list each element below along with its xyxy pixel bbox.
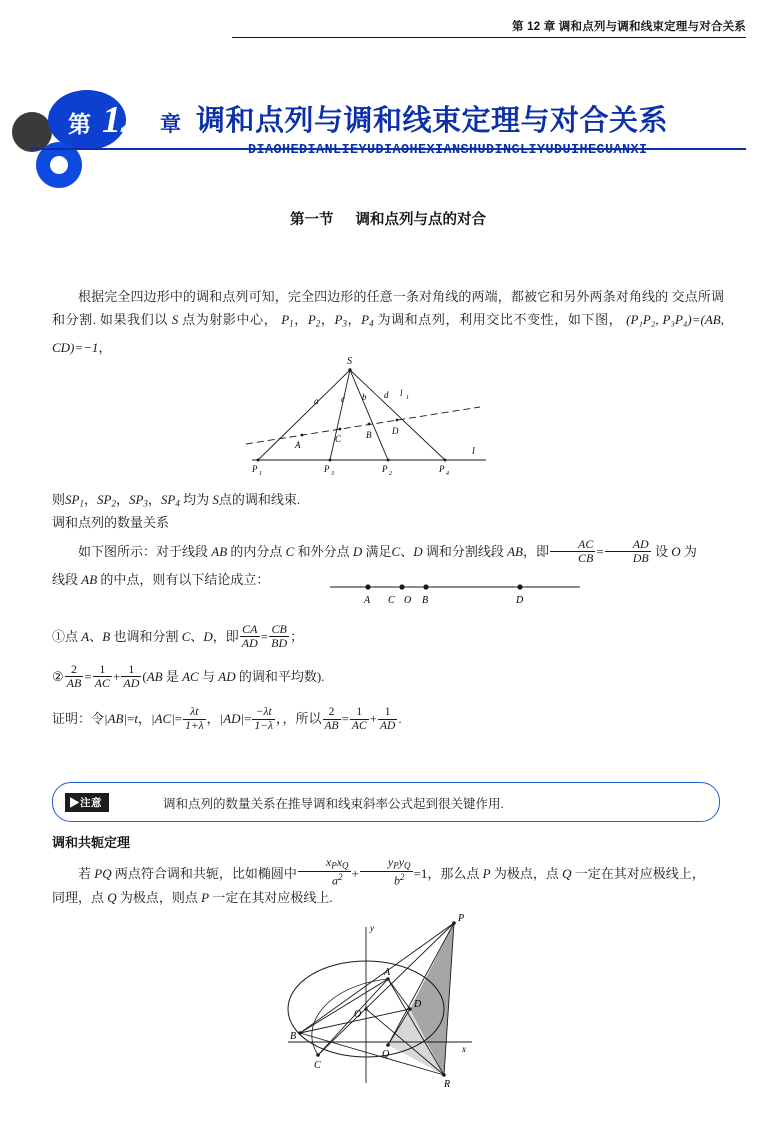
pencil-conclusion-tail: 点的调和线束. xyxy=(218,492,301,507)
figure-segment-line xyxy=(330,575,630,611)
decorative-white-dot xyxy=(50,156,68,174)
svg-text:l: l xyxy=(400,388,403,398)
item1-1: ①点 xyxy=(52,629,79,644)
svg-text:3: 3 xyxy=(331,471,334,477)
svg-text:O: O xyxy=(404,595,412,606)
paragraph-intro: 根据完全四边形中的调和点列可知，完全四边形的任意一条对角线的两端，都被它和另外两条对角线的 交点所调和分割. 如果我们以 S 点为射影中心， $P_1$，$P_2$，$P_3$，$P_4$ 为调和点列，利用交比不变性，如下图， (P₁P₂, P₃P₄)=(AB, CD)=−1， xyxy=(52,289,724,355)
qr-1: 如下图所示：对于线段 xyxy=(78,544,209,560)
item2-1: 是 xyxy=(165,669,179,684)
svg-text:y: y xyxy=(370,923,374,933)
note-tag: ▶注意 xyxy=(65,793,109,812)
pencil-conclusion-mid: 均为 xyxy=(183,492,210,507)
proof-lead: 证明：令 xyxy=(52,711,105,726)
pc-2: 两点符合调和共轭，比如椭圆中 xyxy=(114,865,297,881)
proof-mid: ，所以 xyxy=(282,711,322,726)
section-heading xyxy=(0,208,776,229)
item1-2: 也调和分割 xyxy=(113,629,179,644)
item1-3: ，即 xyxy=(212,629,239,644)
paragraph-conjugate-2: 同理，点 Q 为极点，则点 P 一定在其对应极线上. xyxy=(52,890,333,905)
svg-text:C: C xyxy=(335,434,342,444)
svg-text:C: C xyxy=(314,1060,321,1071)
item2-2: 与 xyxy=(201,669,215,684)
pc-8: 一定在其对应极线上. xyxy=(212,890,333,905)
svg-text:D: D xyxy=(392,426,399,436)
qr-8: 为 xyxy=(683,544,697,560)
symbol-P1: $P_1$ xyxy=(281,312,294,329)
svg-text:C: C xyxy=(388,595,395,606)
intro-line3: 点为射影中心， xyxy=(182,312,278,327)
pc-5: 一定在其对应极线上， xyxy=(574,865,705,881)
running-head: 第 12 章 调和点列与调和线束定理与对合关系 xyxy=(512,21,746,33)
qr-5: 调和分割线段 xyxy=(425,544,504,560)
note-text: 调和点列的数量关系在推导调和线束斜率公式起到很关键作用. xyxy=(163,797,504,811)
section-title: 调和点列与点的对合 xyxy=(355,212,486,228)
fraction-lambda-t: $\frac{\lambda t}{1+\lambda}$ xyxy=(185,706,204,732)
svg-text:O: O xyxy=(354,1009,362,1020)
fraction-neg-lambda-t: $\frac{-\lambda t}{1-\lambda}$ xyxy=(254,706,273,732)
fraction-1-ac-2: $\frac{1}{AC}$ xyxy=(351,706,367,732)
svg-text:b: b xyxy=(362,392,367,402)
intro-line2: 交点所调和分割. 如果我们以 xyxy=(52,289,724,327)
qr-4: 满足 xyxy=(365,544,392,560)
qr-3: 和外分点 xyxy=(297,544,350,560)
fraction-ca-ad: $\frac{CA}{AD}$ xyxy=(241,621,258,651)
svg-text:D: D xyxy=(414,999,422,1010)
figure-harmonic-pencil xyxy=(240,352,540,477)
svg-text:P: P xyxy=(252,464,258,474)
svg-text:A: A xyxy=(364,595,371,606)
paragraph-quantity-relation-2: 线段 AB 的中点，则有以下结论成立： xyxy=(52,572,270,587)
svg-text:a: a xyxy=(314,396,319,406)
svg-text:P: P xyxy=(382,464,388,474)
fraction-1-ad-2: $\frac{1}{AD}$ xyxy=(379,706,396,732)
pc-eq: =1 xyxy=(413,865,428,881)
svg-text:D: D xyxy=(516,595,524,606)
figure-ellipse-polar xyxy=(258,905,528,1100)
svg-text:A: A xyxy=(384,967,391,978)
section-label: 第一节 xyxy=(290,212,334,228)
chapter-number: 12 xyxy=(102,99,140,141)
fraction-1-ac: $\frac{1}{AC}$ xyxy=(94,661,111,691)
svg-text:1: 1 xyxy=(259,471,262,477)
svg-text:c: c xyxy=(341,394,345,404)
chapter-pinyin: DIAOHEDIANLIEYUDIAOHEXIANSHUDINGLIYUDUIHEGUANXI xyxy=(248,143,648,158)
svg-text:R: R xyxy=(444,1079,451,1090)
svg-text:P: P xyxy=(324,464,330,474)
paragraph-quantity-title: 调和点列的数量关系 xyxy=(52,515,170,530)
svg-text:P: P xyxy=(458,913,465,924)
svg-text:B: B xyxy=(422,595,429,606)
pc-7: 为极点，则点 xyxy=(119,890,198,905)
fraction-1-ad: $\frac{1}{AD}$ xyxy=(123,661,140,691)
symbol-S: S xyxy=(171,312,179,327)
item1-4: ； xyxy=(290,629,304,644)
svg-text:Q: Q xyxy=(382,1049,390,1060)
svg-text:P: P xyxy=(439,464,445,474)
chapter-banner xyxy=(0,48,776,158)
intro-comma: ， xyxy=(98,339,112,355)
chapter-unit: 章 xyxy=(160,112,181,136)
banner-rule xyxy=(30,148,746,150)
paragraph-quantity-relation: 如下图所示：对于线段 AB 的内分点 C 和外分点 D 满足C、D 调和分割线段 AB，即 $\frac{AC}{CB}$ = $\frac{AD}{DB}$ 设 O 为 xyxy=(78,537,697,566)
pc-1: 若 xyxy=(78,865,92,881)
item2-3: 的调和平均数). xyxy=(238,669,325,684)
fraction-cb-bd: $\frac{CB}{BD}$ xyxy=(271,621,288,651)
running-head-rule xyxy=(232,37,746,38)
symbol-P4: $P_4$ xyxy=(361,312,374,329)
pc-4: 为极点，点 xyxy=(493,865,559,881)
fraction-ac-cb: $\frac{AC}{CB}$ xyxy=(550,538,595,566)
fraction-2-ab-2: $\frac{2}{AB}$ xyxy=(324,706,339,732)
symbol-P3: $P_3$ xyxy=(334,312,347,329)
note-callout xyxy=(52,782,720,822)
fraction-ad-db: $\frac{AD}{DB}$ xyxy=(605,538,651,566)
paragraph-pencil-conclusion: 则$SP_1$，$SP_2$，$SP_3$，$SP_4$ 均为 S点的调和线束. xyxy=(52,492,301,509)
subheading-harmonic-conjugate: 调和共轭定理 xyxy=(52,835,131,850)
conclusion-item-2: ② $\frac{2}{AB}$ = $\frac{1}{AC}$ + $\frac{1}{AD}$ (AB 是 AC 与 AD 的调和平均数). xyxy=(52,661,325,691)
formula-cross-ratio: (P₁P₂, P₃P₄)=(AB, CD)=−1 xyxy=(52,312,724,355)
svg-text:x: x xyxy=(462,1044,466,1054)
paragraph-conjugate-1: 若 PQ 两点符合调和共轭，比如椭圆中 $\frac{x_Px_Q}{a^2}$ + $\frac{y_Py_Q}{b^2}$ =1，那么点 P 为极点，点 Q 一定在其对应极线上， xyxy=(78,855,705,888)
proof-line: 证明：令|AB|=t，|AC|= $\frac{\lambda t}{1+\lambda}$ ，|AD|= $\frac{-\lambda t}{1-\lambda}$ ，，所以 $\frac{2}{AB}$ = $\frac{1}{AC}$ + $\frac{1}{AD}$ . xyxy=(52,706,402,732)
qr-7: 设 xyxy=(654,544,668,560)
svg-text:S: S xyxy=(347,356,352,367)
svg-text:B: B xyxy=(290,1031,297,1042)
chapter-title: 调和点列与调和线束定理与对合关系 xyxy=(196,105,669,137)
fraction-2-ab: $\frac{2}{AB}$ xyxy=(66,661,82,691)
qr-2: 的内分点 xyxy=(230,544,283,560)
qr-6: ，即 xyxy=(523,544,550,560)
symbol-S-2: S xyxy=(212,492,219,507)
fraction-ellipse-x: $\frac{x_Px_Q}{a^2}$ xyxy=(298,856,351,888)
conclusion-item-1: ①点 A、B 也调和分割 C、D，即 $\frac{CA}{AD}$ = $\frac{CB}{BD}$ ； xyxy=(52,621,304,651)
svg-text:B: B xyxy=(366,430,372,440)
svg-text:1: 1 xyxy=(406,395,409,401)
qr-9: 线段 xyxy=(52,572,79,587)
svg-text:l: l xyxy=(472,446,475,457)
intro-line4: 为调和点列，利用交比不变性，如下图， xyxy=(377,312,623,327)
symbol-P2: $P_2$ xyxy=(307,312,321,329)
svg-text:d: d xyxy=(384,390,389,400)
pc-3: ，那么点 xyxy=(427,865,480,881)
svg-text:A: A xyxy=(295,440,301,450)
svg-text:4: 4 xyxy=(446,471,449,477)
svg-text:2: 2 xyxy=(389,471,392,477)
fraction-ellipse-y: $\frac{y_Py_Q}{b^2}$ xyxy=(360,856,413,888)
chapter-word: 第 xyxy=(68,112,91,137)
qr-10: 的中点，则有以下结论成立： xyxy=(100,572,270,587)
intro-line1: 根据完全四边形中的调和点列可知，完全四边形的任意一条对角线的两端，都被它和另外两条对角线的 xyxy=(78,289,669,304)
pc-6: 同理，点 xyxy=(52,890,105,905)
